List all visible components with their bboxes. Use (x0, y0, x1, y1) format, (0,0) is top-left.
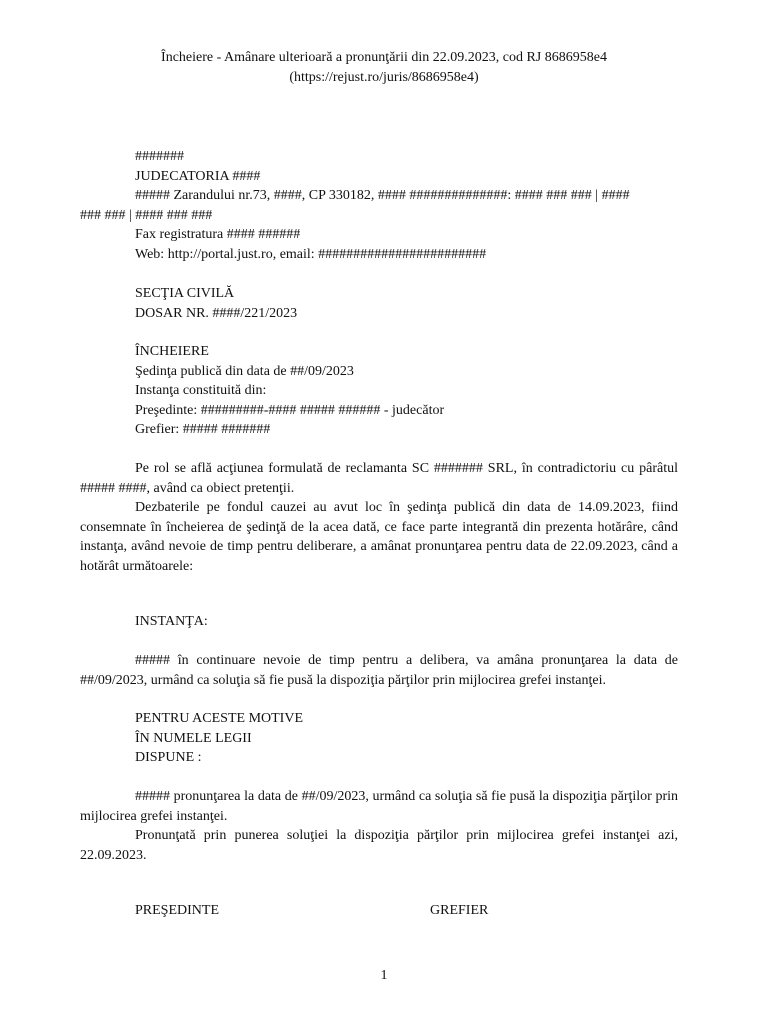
hearing-session: Şedinţa publică din data de ##/09/2023 (135, 363, 354, 379)
instanta-decision (80, 651, 678, 690)
court-line-1: ####### (135, 149, 184, 164)
title-source-link: (https://rejust.ro/juris/8686958e4) (289, 69, 479, 85)
body-paragraph-1: Pe rol se află acţiunea formulată de reclamanta SC ####### SRL, în contradictoriu cu pârâtul ##### ####, având ca obiect pretenţii. (80, 461, 678, 496)
court-fax: Fax registratura #### ###### (135, 227, 301, 242)
body-paragraphs (80, 459, 678, 576)
title-line-1: Încheiere - Amânare ulterioară a pronunţării din 22.09.2023, cod RJ 8686958e4 (161, 50, 607, 65)
ruling-paragraph-1: ##### pronunţarea la data de ##/09/2023, urmând ca soluţia să fie pusă la dispoziţia părţilor prin mijlocirea grefei instanţei. (80, 789, 678, 824)
ruling-motive: PENTRU ACESTE MOTIVE (135, 711, 303, 726)
hearing-info (80, 342, 678, 440)
court-address-line-1: ##### Zarandului nr.73, ####, CP 330182, #### ##############: #### ### ### | #### (135, 188, 630, 203)
ruling-headings (80, 709, 678, 768)
signature-president: PREŞEDINTE (135, 903, 219, 918)
case-info (80, 284, 678, 323)
document-title (80, 48, 688, 87)
case-file-number: DOSAR NR. ####/221/2023 (135, 305, 298, 321)
instanta-section (80, 612, 678, 632)
hearing-clerk: Grefier: ##### ####### (135, 422, 271, 437)
hearing-president: Preşedinte: #########-#### ##### ###### - judecător (135, 402, 445, 418)
court-name: JUDECATORIA #### (135, 168, 261, 184)
case-section: SECŢIA CIVILĂ (135, 286, 235, 301)
hearing-heading: ÎNCHEIERE (135, 344, 209, 359)
hearing-composition: Instanţa constituită din: (135, 383, 267, 398)
page-number: 1 (380, 968, 388, 983)
ruling-dispune: DISPUNE : (135, 750, 202, 765)
court-address (80, 186, 678, 225)
signature-clerk: GREFIER (430, 903, 489, 918)
instanta-heading: INSTANŢA: (135, 614, 208, 629)
body-paragraph-3: ##### în continuare nevoie de timp pentru a delibera, va amâna pronunţarea la data de ##/09/2023, urmând ca soluţia să fie pusă la dispoziţia părţilor prin mijlocirea grefei instanţei. (80, 653, 678, 688)
body-paragraph-2: Dezbaterile pe fondul cauzei au avut loc în şedinţa publică din data de 14.09.2023, fiind consemnate în încheierea de şedinţă de la acea dată, ce face parte integrantă din prezenta hotărâre, când instanţa, având nevoie de timp pentru deliberare, a amânat pronunţarea pentru data de 22.09.2023, când a hotărât următoarele: (80, 500, 678, 574)
ruling-legii: ÎN NUMELE LEGII (135, 730, 252, 746)
ruling-paragraphs (80, 787, 678, 865)
court-header (80, 147, 678, 264)
court-web: Web: http://portal.just.ro, email: ######################## (135, 246, 487, 262)
court-address-line-2: ### ### | #### ### ### (80, 207, 213, 223)
ruling-paragraph-2: Pronunţată prin punerea soluţiei la dispoziţia părţilor prin mijlocirea grefei instanţei azi, 22.09.2023. (80, 828, 678, 863)
